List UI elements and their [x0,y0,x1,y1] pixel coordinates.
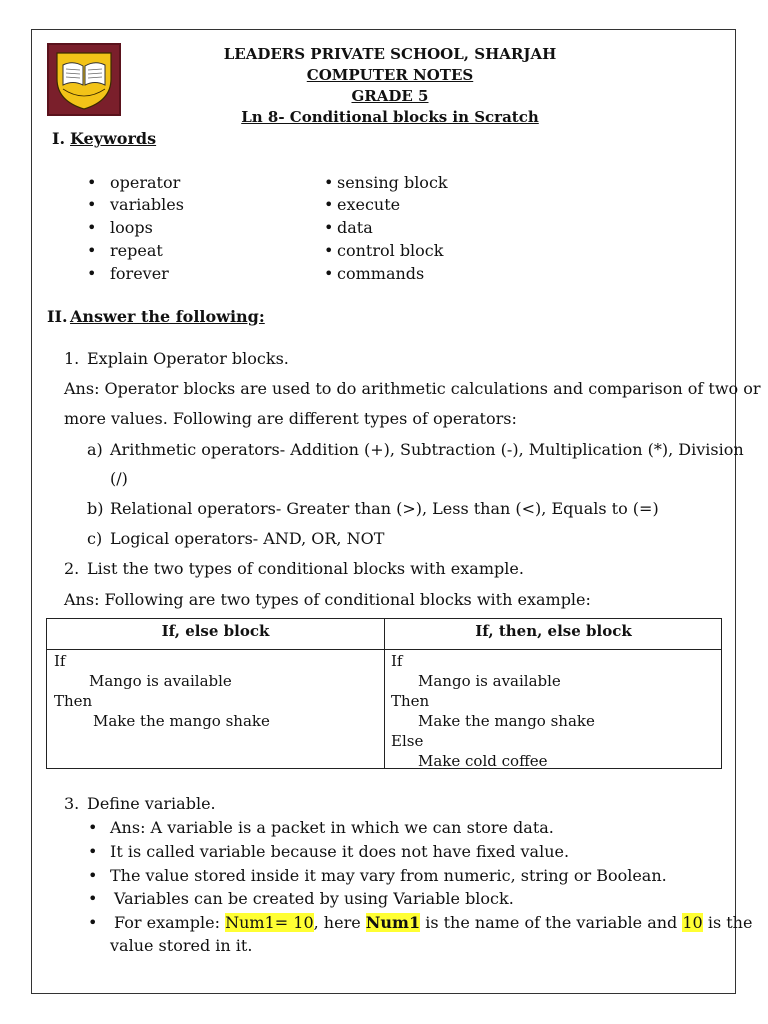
section-number: II. [47,307,68,326]
bullet-icon: • [88,889,98,908]
list-label: c) [87,529,103,548]
bullet-icon: • [324,218,334,237]
answer-text: Ans: Following are two types of conditional blocks with example: [64,590,591,609]
variable-value-highlight: 10 [682,913,703,932]
table-cell-line: Make the mango shake [418,712,595,730]
table-divider [384,619,385,768]
section-title-keywords: Keywords [70,129,157,148]
bullet-icon: • [88,913,98,932]
table-cell-line: If [54,652,66,670]
question-number: 1. [64,349,80,368]
table-cell-line: Else [391,732,424,750]
question-text: Define variable. [87,794,216,813]
keyword-item: control block [337,241,444,260]
bullet-icon: • [87,218,97,237]
school-name: LEADERS PRIVATE SCHOOL, SHARJAH [223,45,557,63]
variable-name-highlight: Num1 [365,913,421,932]
list-item-text: (/) [110,469,128,488]
bullet-icon: • [87,241,97,260]
bullet-text: It is called variable because it does not have fixed value. [110,842,570,861]
keyword-item: variables [110,195,184,214]
answer-text: Ans: Operator blocks are used to do arithmetic calculations and comparison of two or [64,379,761,398]
keyword-item: forever [110,264,169,283]
table-header: If, then, else block [475,622,632,640]
keyword-item: commands [337,264,425,283]
list-label: b) [87,499,104,518]
example-text: is the [702,913,753,932]
school-logo [47,43,121,116]
table-cell-line: If [391,652,403,670]
table-cell-line: Then [391,692,430,710]
table-cell-line: Make cold coffee [418,752,548,770]
bullet-icon: • [88,818,98,837]
bullet-text: Variables can be created by using Variable block. [114,889,514,908]
table-cell-line: Mango is available [418,672,561,690]
keyword-item: loops [110,218,153,237]
bullet-icon: • [324,173,334,192]
bullet-icon: • [87,173,97,192]
example-line [114,913,752,933]
answer-text: more values. Following are different types of operators: [64,409,517,428]
bullet-icon: • [88,866,98,885]
list-item-text: Arithmetic operators- Addition (+), Subtraction (-), Multiplication (*), Division [110,440,744,459]
bullet-text: Ans: A variable is a packet in which we can store data. [110,818,554,837]
section-number: I. [52,129,66,148]
subject-title: COMPUTER NOTES [306,66,474,84]
keyword-item: operator [110,173,181,192]
list-item-text: Logical operators- AND, OR, NOT [110,529,385,548]
keyword-item: repeat [110,241,163,260]
bullet-icon: • [324,241,334,260]
bullet-icon: • [324,264,334,283]
table-cell-line: Mango is available [89,672,232,690]
table-divider [47,649,721,650]
table-header: If, else block [161,622,270,640]
bullet-icon: • [87,195,97,214]
section-title-answer: Answer the following: [70,307,265,326]
example-line-2: value stored in it. [110,936,253,955]
question-text: Explain Operator blocks. [87,349,289,368]
conditional-blocks-table [46,618,722,769]
question-number: 3. [64,794,80,813]
list-label: a) [87,440,103,459]
keyword-item: execute [337,195,401,214]
bullet-icon: • [324,195,334,214]
keyword-item: sensing block [337,173,448,192]
keyword-item: data [337,218,373,237]
table-cell-line: Then [54,692,93,710]
bullet-icon: • [87,264,97,283]
example-text: is the name of the variable and [420,913,683,932]
example-code-highlight: Num1= 10 [225,913,314,932]
question-text: List the two types of conditional blocks with example. [87,559,524,578]
bullet-text: The value stored inside it may vary from numeric, string or Boolean. [110,866,667,885]
lesson-title: Ln 8- Conditional blocks in Scratch [241,108,539,126]
example-prefix: For example: [114,913,226,932]
question-number: 2. [64,559,80,578]
list-item-text: Relational operators- Greater than (>), Less than (<), Equals to (=) [110,499,659,518]
table-cell-line: Make the mango shake [93,712,270,730]
grade-title: GRADE 5 [351,87,429,105]
bullet-icon: • [88,842,98,861]
example-text: , here [313,913,366,932]
